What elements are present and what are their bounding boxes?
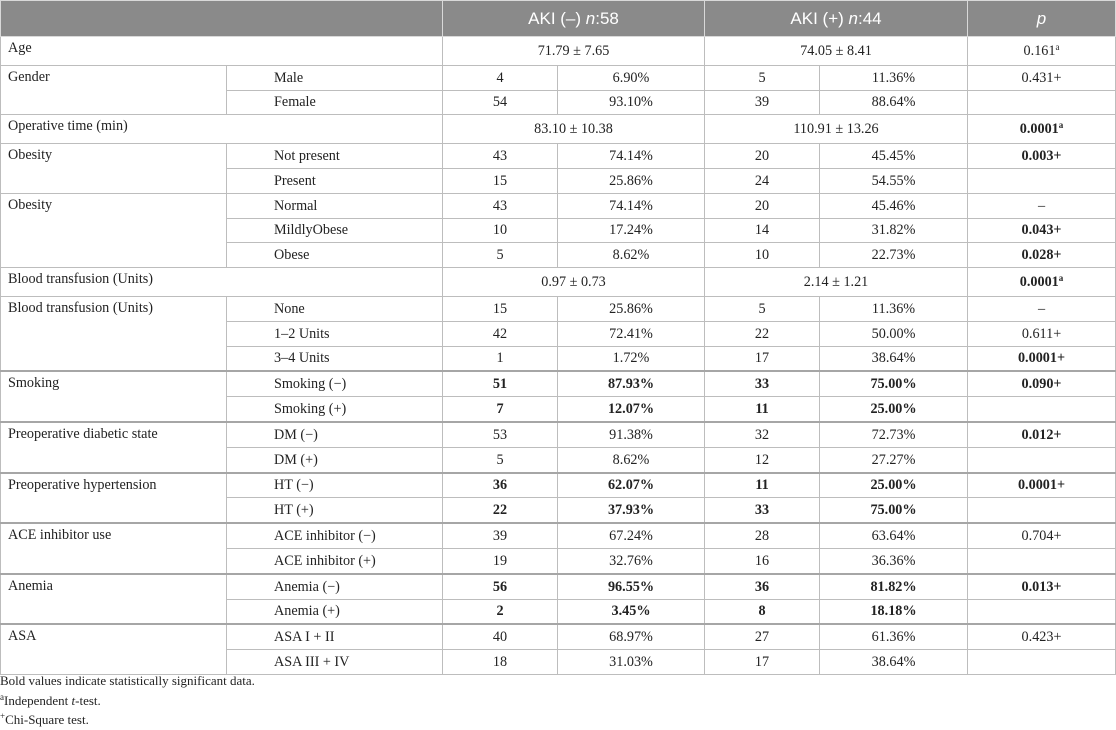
cell-n-pos: 17: [705, 346, 820, 371]
sub-label-3-4-units: 3–4 Units: [227, 346, 443, 371]
cell-pct-pos: 45.46%: [820, 193, 968, 218]
cell-optime-neg: 83.10 ± 10.38: [443, 115, 705, 144]
cell-pct-pos: 25.00%: [820, 397, 968, 422]
cell-pct-neg: 25.86%: [558, 296, 705, 321]
sub-label-ht-neg: HT (−): [227, 473, 443, 498]
cell-pct-pos: 27.27%: [820, 447, 968, 472]
cell-n-neg: 56: [443, 574, 558, 599]
cell-pct-pos: 38.64%: [820, 346, 968, 371]
cell-pct-pos: 75.00%: [820, 498, 968, 523]
cell-n-pos: 39: [705, 90, 820, 115]
cell-pct-pos: 75.00%: [820, 371, 968, 396]
sub-label-dm-neg: DM (−): [227, 422, 443, 447]
cell-n-neg: 2: [443, 599, 558, 624]
sub-label-ace-neg: ACE inhibitor (−): [227, 523, 443, 548]
sub-label-not-present: Not present: [227, 144, 443, 169]
table-header-row: [1, 1, 1116, 37]
row-label-ace: ACE inhibitor use: [1, 523, 227, 574]
cell-pct-neg: 91.38%: [558, 422, 705, 447]
cell-n-neg: 22: [443, 498, 558, 523]
row-label-transfusion-cat: Blood transfusion (Units): [1, 296, 227, 371]
sub-label-asa-1-2: ASA I + II: [227, 624, 443, 649]
cell-n-pos: 36: [705, 574, 820, 599]
cell-pct-neg: 32.76%: [558, 548, 705, 573]
cell-optime-pos: 110.91 ± 13.26: [705, 115, 968, 144]
cell-p: 0.090+: [968, 371, 1116, 396]
sub-label-female: Female: [227, 90, 443, 115]
cell-n-neg: 19: [443, 548, 558, 573]
cell-pct-neg: 74.14%: [558, 193, 705, 218]
cell-pct-neg: 6.90%: [558, 65, 705, 90]
cell-p: [968, 599, 1116, 624]
cell-pct-pos: 61.36%: [820, 624, 968, 649]
cell-p: [968, 650, 1116, 675]
cell-n-neg: 15: [443, 168, 558, 193]
cell-pct-neg: 12.07%: [558, 397, 705, 422]
cell-n-pos: 14: [705, 218, 820, 243]
cell-n-neg: 53: [443, 422, 558, 447]
header-aki-positive: AKI (+) n:44: [705, 1, 968, 37]
cell-p: [968, 548, 1116, 573]
table-row: [1, 473, 1116, 498]
sub-label-none: None: [227, 296, 443, 321]
cell-pct-pos: 11.36%: [820, 296, 968, 321]
cell-n-neg: 40: [443, 624, 558, 649]
cell-p: 0.028+: [968, 243, 1116, 268]
cell-n-neg: 54: [443, 90, 558, 115]
cell-transfusion-p: 0.0001$^a$: [968, 268, 1116, 297]
sub-label-1-2-units: 1–2 Units: [227, 321, 443, 346]
table-footnotes: [0, 671, 255, 730]
row-label-asa: ASA: [1, 624, 227, 674]
table-row: [1, 371, 1116, 396]
cell-pct-neg: 67.24%: [558, 523, 705, 548]
cell-pct-pos: 72.73%: [820, 422, 968, 447]
cell-pct-pos: 88.64%: [820, 90, 968, 115]
cell-p: 0.423+: [968, 624, 1116, 649]
cell-n-neg: 43: [443, 193, 558, 218]
table-row: [1, 523, 1116, 548]
cell-p: [968, 397, 1116, 422]
row-label-smoking: Smoking: [1, 371, 227, 422]
cell-n-neg: 5: [443, 447, 558, 472]
cell-n-neg: 51: [443, 371, 558, 396]
cell-pct-neg: 8.62%: [558, 243, 705, 268]
table-row: [1, 37, 1116, 66]
cell-p: [968, 90, 1116, 115]
sub-label-mildly-obese: MildlyObese: [227, 218, 443, 243]
cell-pct-neg: 3.45%: [558, 599, 705, 624]
cell-n-neg: 18: [443, 650, 558, 675]
cell-pct-pos: 50.00%: [820, 321, 968, 346]
table-row: [1, 193, 1116, 218]
cell-pct-pos: 25.00%: [820, 473, 968, 498]
cell-p: [968, 447, 1116, 472]
footnote-bold: Bold values indicate statistically significant data.: [0, 673, 255, 688]
cell-pct-pos: 81.82%: [820, 574, 968, 599]
cell-pct-pos: 54.55%: [820, 168, 968, 193]
sub-label-smoking-neg: Smoking (−): [227, 371, 443, 396]
cell-n-neg: 5: [443, 243, 558, 268]
footnote-chi-square: +Chi-Square test.: [0, 711, 89, 727]
sub-label-asa-3-4: ASA III + IV: [227, 650, 443, 675]
cell-n-neg: 4: [443, 65, 558, 90]
cell-pct-neg: 17.24%: [558, 218, 705, 243]
cell-pct-pos: 31.82%: [820, 218, 968, 243]
cell-n-pos: 12: [705, 447, 820, 472]
sub-label-obese: Obese: [227, 243, 443, 268]
footnote-t-test: $^a$Independent t-test.: [0, 691, 101, 708]
cell-n-neg: 43: [443, 144, 558, 169]
cell-pct-neg: 1.72%: [558, 346, 705, 371]
cell-p: 0.704+: [968, 523, 1116, 548]
cell-n-neg: 15: [443, 296, 558, 321]
table-row: [1, 268, 1116, 297]
cell-optime-p: 0.0001$^a$: [968, 115, 1116, 144]
header-aki-negative: AKI (–) n:58: [443, 1, 705, 37]
cell-pct-pos: 22.73%: [820, 243, 968, 268]
cell-pct-neg: 96.55%: [558, 574, 705, 599]
cell-n-pos: 27: [705, 624, 820, 649]
cell-n-neg: 39: [443, 523, 558, 548]
cell-n-neg: 1: [443, 346, 558, 371]
cell-n-pos: 24: [705, 168, 820, 193]
cell-pct-neg: 37.93%: [558, 498, 705, 523]
table-row: [1, 65, 1116, 90]
table-row: [1, 422, 1116, 447]
cell-p: [968, 168, 1116, 193]
cell-n-pos: 5: [705, 65, 820, 90]
cell-n-pos: 20: [705, 144, 820, 169]
cell-pct-neg: 93.10%: [558, 90, 705, 115]
cell-n-pos: 8: [705, 599, 820, 624]
cell-pct-pos: 45.45%: [820, 144, 968, 169]
table-row: [1, 296, 1116, 321]
row-label-hypertension: Preoperative hypertension: [1, 473, 227, 524]
row-label-age: Age: [1, 37, 443, 66]
cell-n-neg: 42: [443, 321, 558, 346]
cell-pct-neg: 87.93%: [558, 371, 705, 396]
sub-label-male: Male: [227, 65, 443, 90]
cell-pct-neg: 8.62%: [558, 447, 705, 472]
cell-pct-pos: 18.18%: [820, 599, 968, 624]
cell-p: 0.013+: [968, 574, 1116, 599]
cell-age-pos: 74.05 ± 8.41: [705, 37, 968, 66]
cell-p: 0.611+: [968, 321, 1116, 346]
cell-n-pos: 33: [705, 371, 820, 396]
cell-pct-neg: 62.07%: [558, 473, 705, 498]
cell-n-pos: 22: [705, 321, 820, 346]
cell-n-pos: 32: [705, 422, 820, 447]
row-label-operative-time: Operative time (min): [1, 115, 443, 144]
cell-p: 0.0001+: [968, 473, 1116, 498]
cell-n-pos: 5: [705, 296, 820, 321]
cell-n-pos: 33: [705, 498, 820, 523]
cell-pct-pos: 11.36%: [820, 65, 968, 90]
table-row: [1, 624, 1116, 649]
sub-label-anemia-neg: Anemia (−): [227, 574, 443, 599]
cell-p: –: [968, 296, 1116, 321]
cell-p: [968, 498, 1116, 523]
cell-p: 0.012+: [968, 422, 1116, 447]
row-label-gender: Gender: [1, 65, 227, 115]
row-label-anemia: Anemia: [1, 574, 227, 625]
cell-pct-pos: 38.64%: [820, 650, 968, 675]
cell-pct-pos: 36.36%: [820, 548, 968, 573]
cell-n-pos: 28: [705, 523, 820, 548]
row-label-obesity-class: Obesity: [1, 193, 227, 267]
sub-label-dm-pos: DM (+): [227, 447, 443, 472]
sub-label-ht-pos: HT (+): [227, 498, 443, 523]
cell-p: –: [968, 193, 1116, 218]
cell-n-pos: 10: [705, 243, 820, 268]
row-label-diabetes: Preoperative diabetic state: [1, 422, 227, 473]
row-label-transfusion-mean: Blood transfusion (Units): [1, 268, 443, 297]
sub-label-anemia-pos: Anemia (+): [227, 599, 443, 624]
cell-p: 0.431+: [968, 65, 1116, 90]
table-row: [1, 115, 1116, 144]
sub-label-smoking-pos: Smoking (+): [227, 397, 443, 422]
cell-age-neg: 71.79 ± 7.65: [443, 37, 705, 66]
row-label-obesity: Obesity: [1, 144, 227, 194]
cell-pct-neg: 31.03%: [558, 650, 705, 675]
cell-pct-neg: 74.14%: [558, 144, 705, 169]
cell-n-pos: 20: [705, 193, 820, 218]
cell-n-pos: 11: [705, 473, 820, 498]
cell-pct-neg: 25.86%: [558, 168, 705, 193]
cell-p: 0.003+: [968, 144, 1116, 169]
cell-transfusion-neg: 0.97 ± 0.73: [443, 268, 705, 297]
cell-n-neg: 10: [443, 218, 558, 243]
cell-p: 0.0001+: [968, 346, 1116, 371]
header-p-value: p: [968, 1, 1116, 37]
table-row: [1, 574, 1116, 599]
sub-label-present: Present: [227, 168, 443, 193]
header-blank: [1, 1, 443, 37]
cell-n-neg: 7: [443, 397, 558, 422]
cell-transfusion-pos: 2.14 ± 1.21: [705, 268, 968, 297]
cell-n-pos: 17: [705, 650, 820, 675]
cell-p: 0.043+: [968, 218, 1116, 243]
sub-label-normal: Normal: [227, 193, 443, 218]
table-row: [1, 144, 1116, 169]
cell-n-pos: 11: [705, 397, 820, 422]
cell-pct-pos: 63.64%: [820, 523, 968, 548]
cell-n-pos: 16: [705, 548, 820, 573]
cell-pct-neg: 72.41%: [558, 321, 705, 346]
cell-pct-neg: 68.97%: [558, 624, 705, 649]
cell-n-neg: 36: [443, 473, 558, 498]
cell-age-p: 0.161$^a$: [968, 37, 1116, 66]
sub-label-ace-pos: ACE inhibitor (+): [227, 548, 443, 573]
